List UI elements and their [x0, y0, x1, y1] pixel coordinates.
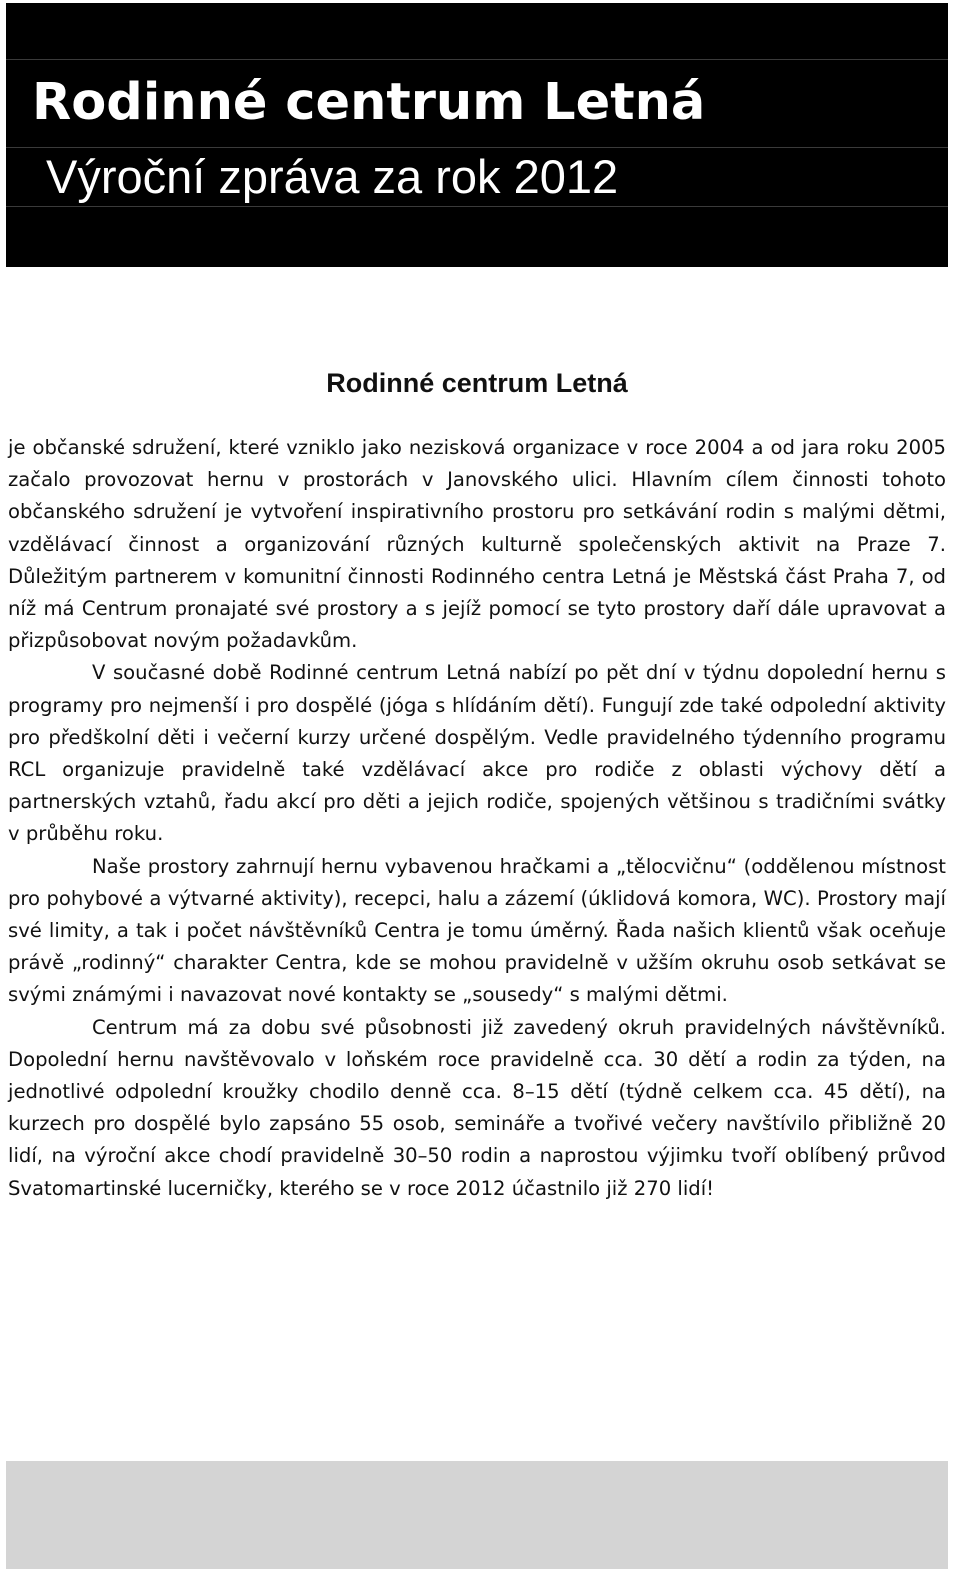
header-rule [6, 147, 948, 148]
report-subtitle: Výroční zpráva za rok 2012 [46, 150, 619, 203]
section-heading: Rodinné centrum Letná [326, 368, 628, 398]
paragraph: Naše prostory zahrnují hernu vybavenou hračkami a „tělocvičnu“ (oddělenou místnost pro pohybové a výtvarné aktivity), recepci, halu a zázemí (úklidová komora, WC). Prostory mají své limity, a tak i počet návštěvníků Centra je tomu úměrný. Řada našich klientů však oceňuje právě „rodinný“ charakter Centra, kde se mohou pravidelně v užším okruhu osob setkávat se svými známými i navazovat nové kontakty se „sousedy“ s malými dětmi. [8, 854, 946, 1007]
body-text [8, 432, 946, 1205]
footer-band [6, 1461, 948, 1569]
report-title: Rodinné centrum Letná [32, 73, 706, 132]
header-rule [6, 206, 948, 207]
paragraph: V současné době Rodinné centrum Letná nabízí po pět dní v týdnu dopolední hernu s programy pro nejmenší i pro dospělé (jóga s hlídáním dětí). Fungují zde také odpolední aktivity pro předškolní děti i večerní kurzy určené dospělým. Vedle pravidelného týdenního programu RCL organizuje pravidelně také vzdělávací akce pro rodiče z oblasti výchovy dětí a partnerských vztahů, řadu akcí pro děti a jejich rodiče, spojených většinou s tradičními svátky v průběhu roku. [8, 661, 946, 846]
paragraph: je občanské sdružení, které vzniklo jako nezisková organizace v roce 2004 a od jara roku 2005 začalo provozovat hernu v prostorách v Janovského ulici. Hlavním cílem činnosti tohoto občanského sdružení je vytvoření inspirativního prostoru pro setkávání rodin s malými dětmi, vzdělávací činnost a organizování různých kulturně společenských aktivit na Praze 7. Důležitým partnerem v komunitní činnosti Rodinného centra Letná je Městská část Praha 7, od níž má Centrum pronajaté své prostory a s jejíž pomocí se tyto prostory daří dále upravovat a přizpůsobovat novým požadavkům. [8, 436, 946, 653]
paragraph: Centrum má za dobu své působnosti již zavedený okruh pravidelných návštěvníků. Dopolední hernu navštěvovalo v loňském roce pravidelně cca. 30 dětí a rodin za týden, na jednotlivé odpolední kroužky chodilo denně cca. 8–15 dětí (týdně celkem cca. 45 dětí), na kurzech pro dospělé bylo zapsáno 55 osob, semináře a tvořivé večery navštívilo přibližně 20 lidí, na výroční akce chodí pravidelně 30–50 rodin a naprostou výjimku tvoří oblíbený průvod Svatomartinské lucerničky, kterého se v roce 2012 účastnilo již 270 lidí! [8, 1015, 946, 1200]
header-rule [6, 59, 948, 60]
header-band [6, 3, 948, 267]
